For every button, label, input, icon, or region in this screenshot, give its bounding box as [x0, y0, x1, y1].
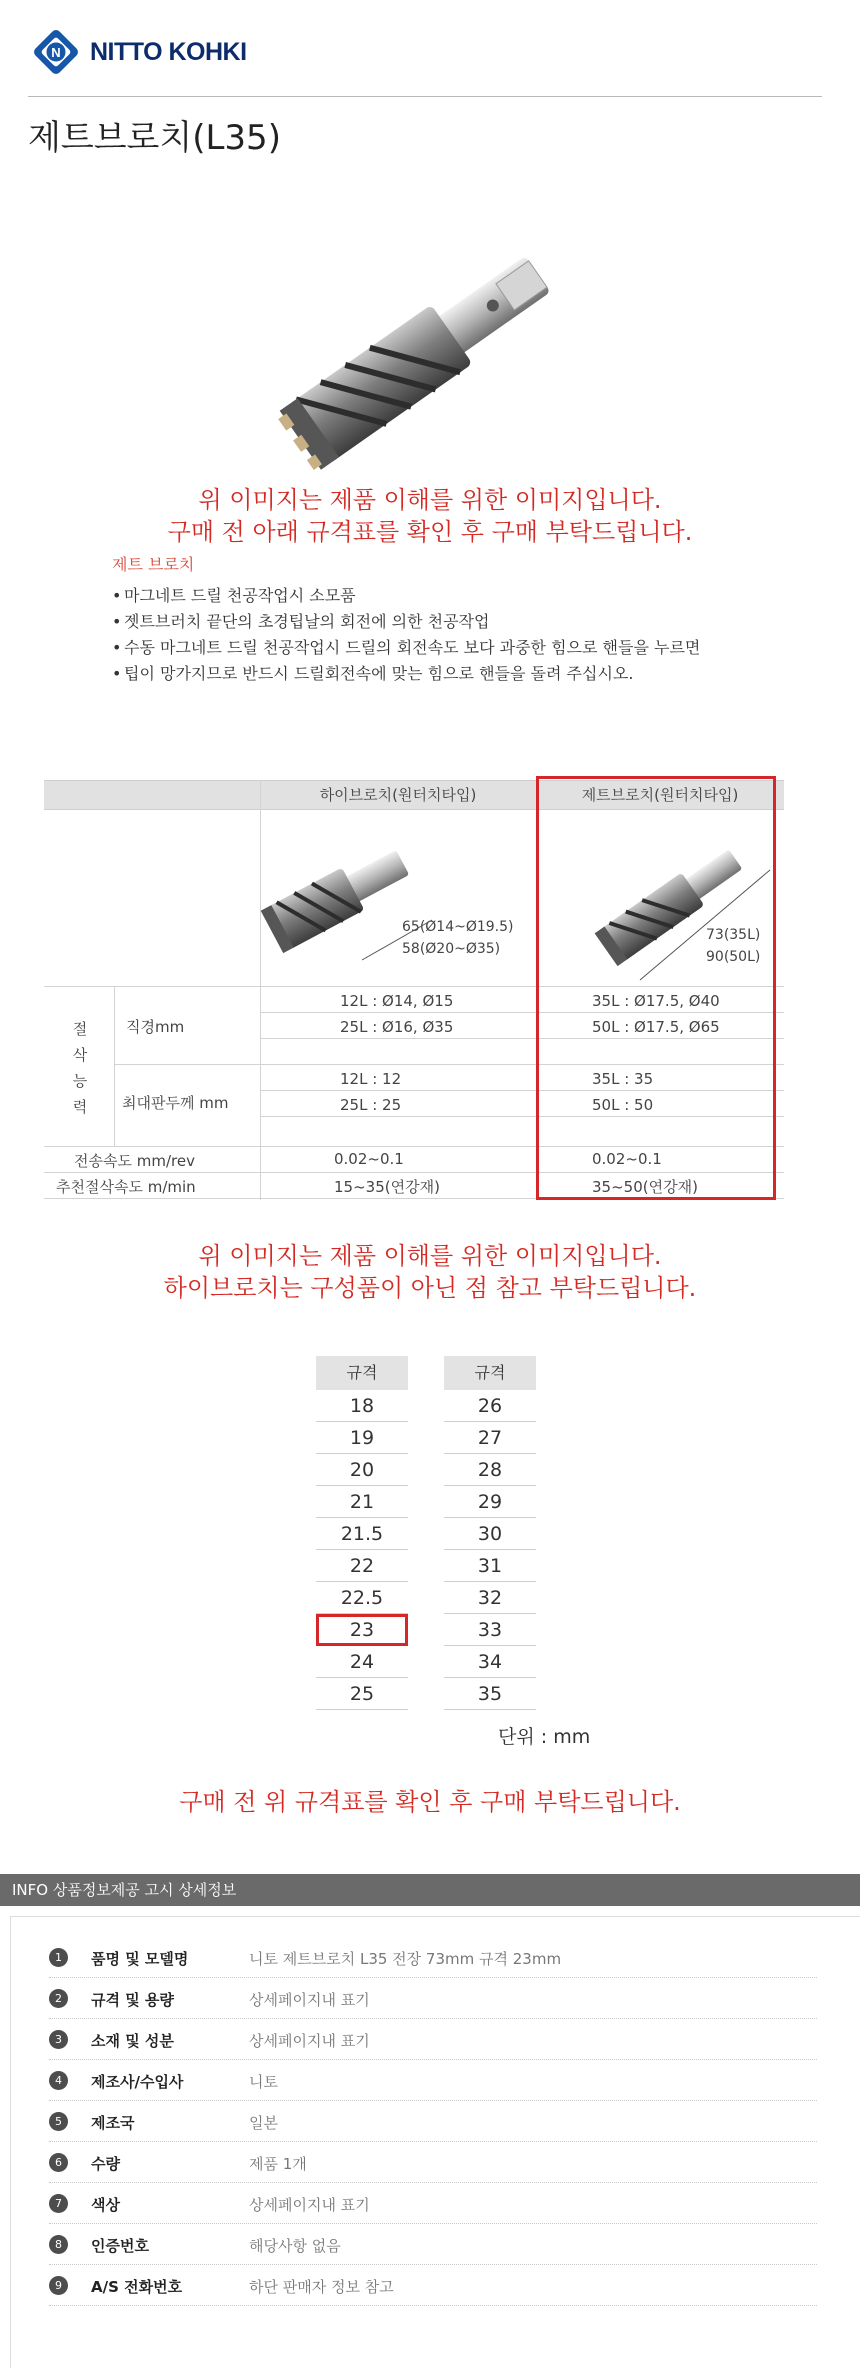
size-cell: 35	[444, 1678, 536, 1710]
jet-broach-image	[580, 840, 780, 990]
size-cell: 32	[444, 1582, 536, 1614]
info-label: 제조사/수입사	[91, 2073, 184, 2091]
hi-thickness-2: 25L : 25	[340, 1096, 402, 1114]
size-cell: 21	[316, 1486, 408, 1518]
info-title-bar: INFO 상품정보제공 고시 상세정보	[0, 1874, 860, 1906]
header-divider	[28, 96, 822, 97]
brand-logo	[30, 24, 247, 80]
description-heading: 제트 브로치	[112, 555, 195, 574]
size-cell: 24	[316, 1646, 408, 1678]
size-table-2	[444, 1356, 536, 1710]
row-number-badge: 4	[49, 2071, 68, 2090]
jet-feed: 0.02~0.1	[592, 1150, 662, 1168]
description-item: • 수동 마그네트 드릴 천공작업시 드릴의 회전속도 보다 과중한 힘으로 핸들을 누르면	[112, 635, 752, 661]
size-cell: 33	[444, 1614, 536, 1646]
info-value: 상세페이지내 표기	[249, 2196, 370, 2214]
hi-thickness-1: 12L : 12	[340, 1070, 402, 1088]
info-value: 하단 판매자 정보 참고	[249, 2278, 394, 2296]
hi-feed: 0.02~0.1	[334, 1150, 404, 1168]
size-cell: 28	[444, 1454, 536, 1486]
header-hi-broach: 하이브로치(원터치타입)	[319, 786, 477, 804]
jet-thickness-1: 35L : 35	[592, 1070, 654, 1088]
info-box	[10, 1916, 860, 2368]
info-label: 품명 및 모델명	[91, 1950, 189, 1968]
info-label: 색상	[91, 2196, 120, 2214]
hi-broach-dimensions: 65(Ø14~Ø19.5) 58(Ø20~Ø35)	[402, 919, 514, 957]
row-label-diameter: 직경mm	[126, 1018, 185, 1036]
image-notice: 위 이미지는 제품 이해를 위한 이미지입니다. 구매 전 아래 규격표를 확인 후 구매 부탁드립니다.	[167, 486, 693, 546]
info-label: A/S 전화번호	[91, 2278, 183, 2296]
row-number-badge: 1	[49, 1948, 68, 1967]
nitto-kohki-logo-icon	[30, 26, 82, 78]
info-value: 해당사항 없음	[249, 2237, 341, 2255]
size-cell: 30	[444, 1518, 536, 1550]
info-label: 제조국	[91, 2114, 135, 2132]
hi-speed: 15~35(연강재)	[334, 1178, 440, 1196]
description-item: • 젯트브러치 끝단의 초경팁날의 회전에 의한 천공작업	[112, 609, 752, 635]
jet-speed: 35~50(연강재)	[592, 1178, 698, 1196]
row-number-badge: 9	[49, 2276, 68, 2295]
size-cell: 20	[316, 1454, 408, 1486]
jet-broach-product-image	[250, 230, 580, 490]
info-row	[49, 2224, 817, 2265]
size-cell-selected: 23	[316, 1614, 408, 1646]
purchase-notice: 구매 전 위 규격표를 확인 후 구매 부탁드립니다.	[179, 1788, 681, 1816]
jet-broach-dimensions: 73(35L) 90(50L)	[706, 927, 761, 965]
size-cell: 26	[444, 1390, 536, 1422]
size-cell: 22.5	[316, 1582, 408, 1614]
info-row	[49, 1937, 817, 1978]
row-number-badge: 3	[49, 2030, 68, 2049]
info-row	[49, 2019, 817, 2060]
row-number-badge: 6	[49, 2153, 68, 2172]
hi-diameter-2: 25L : Ø16, Ø35	[340, 1018, 454, 1036]
size-header: 규격	[316, 1356, 408, 1390]
row-number-badge: 8	[49, 2235, 68, 2254]
size-header: 규격	[444, 1356, 536, 1390]
hi-broach-notice: 위 이미지는 제품 이해를 위한 이미지입니다. 하이브로치는 구성품이 아닌 점 참고 부탁드립니다.	[163, 1242, 697, 1302]
row-label-speed: 추천절삭속도 m/min	[56, 1178, 196, 1196]
size-cell: 18	[316, 1390, 408, 1422]
info-row	[49, 2265, 817, 2306]
info-label: 수량	[91, 2155, 120, 2173]
size-cell: 34	[444, 1646, 536, 1678]
info-value: 니토 제트브로치 L35 전장 73mm 규격 23mm	[249, 1950, 562, 1968]
product-description	[112, 552, 752, 687]
row-label-feed: 전송속도 mm/rev	[74, 1152, 195, 1170]
size-unit: 단위 : mm	[498, 1726, 591, 1748]
size-cell: 29	[444, 1486, 536, 1518]
size-cell: 19	[316, 1422, 408, 1454]
size-cell: 25	[316, 1678, 408, 1710]
info-value: 니토	[249, 2073, 278, 2091]
jet-diameter-1: 35L : Ø17.5, Ø40	[592, 992, 720, 1010]
info-label: 소재 및 성분	[91, 2032, 174, 2050]
info-value: 일본	[249, 2114, 278, 2132]
svg-text:N: N	[51, 45, 61, 60]
info-value: 제품 1개	[249, 2155, 307, 2173]
row-number-badge: 7	[49, 2194, 68, 2213]
page-title: 제트브로치(L35)	[28, 118, 281, 158]
cutting-capability-label: 절 삭 능 력	[72, 1020, 88, 1116]
hi-diameter-1: 12L : Ø14, Ø15	[340, 992, 454, 1010]
info-row	[49, 2060, 817, 2101]
jet-diameter-2: 50L : Ø17.5, Ø65	[592, 1018, 720, 1036]
info-value: 상세페이지내 표기	[249, 2032, 370, 2050]
info-label: 규격 및 용량	[91, 1991, 174, 2009]
brand-name: NITTO KOHKI	[90, 37, 247, 66]
header-jet-broach: 제트브로치(원터치타입)	[581, 786, 739, 804]
info-row	[49, 2183, 817, 2224]
size-table-1	[316, 1356, 408, 1710]
info-value: 상세페이지내 표기	[249, 1991, 370, 2009]
info-row	[49, 2142, 817, 2183]
description-item: • 팁이 망가지므로 반드시 드릴회전속에 맞는 힘으로 핸들을 돌려 주십시오.	[112, 661, 752, 687]
row-number-badge: 2	[49, 1989, 68, 2008]
info-row	[49, 2101, 817, 2142]
size-cell: 27	[444, 1422, 536, 1454]
row-number-badge: 5	[49, 2112, 68, 2131]
jet-thickness-2: 50L : 50	[592, 1096, 654, 1114]
description-item: • 마그네트 드릴 천공작업시 소모품	[112, 583, 752, 609]
description-list	[112, 583, 752, 687]
info-label: 인증번호	[91, 2237, 149, 2255]
size-cell: 22	[316, 1550, 408, 1582]
hi-broach-image	[232, 840, 472, 980]
row-label-thickness: 최대판두께 mm	[122, 1094, 229, 1112]
size-cell: 31	[444, 1550, 536, 1582]
size-cell: 21.5	[316, 1518, 408, 1550]
info-row	[49, 1978, 817, 2019]
